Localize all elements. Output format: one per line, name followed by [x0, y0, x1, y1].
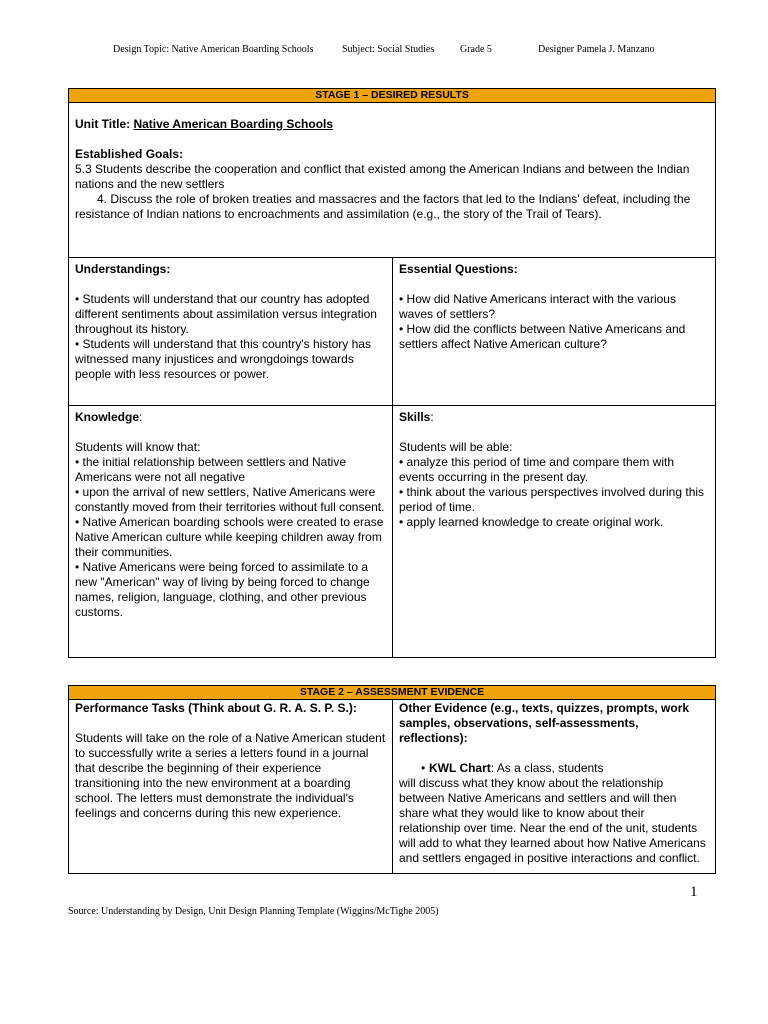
understandings-label: Understandings: — [75, 262, 171, 276]
page-number: 1 — [690, 884, 698, 900]
header-design-topic: Design Topic: Native American Boarding Schools — [113, 44, 314, 55]
essential-questions-cell — [393, 258, 716, 406]
knowledge-intro: Students will know that: — [75, 440, 201, 454]
goals-label: Established Goals: — [75, 147, 184, 161]
essential-questions-label: Essential Questions: — [399, 262, 518, 276]
unit-title: Native American Boarding Schools — [133, 117, 334, 131]
stage1-table — [68, 88, 716, 658]
header-subject: Subject: Social Studies — [342, 44, 435, 55]
goal-sub: 4. Discuss the role of broken treaties and massacres and the factors that led to the Indians' defeat, including the resistance of Indian nations to encroachments and assimilation (e.g., the story of the Trail of Tears). — [75, 192, 691, 221]
knowledge-label: Knowledge — [75, 410, 140, 424]
understanding-item: • Students will understand that this country's history has witnessed many injustices and wrongdoings towards people with less resources or power. — [75, 337, 371, 381]
page-header — [0, 44, 768, 60]
kwl-lead-line — [399, 761, 709, 776]
header-designer: Designer Pamela J. Manzano — [538, 44, 655, 55]
knowledge-item: • the initial relationship between settlers and Native Americans were not all negative — [75, 455, 347, 484]
kwl-lead: : As a class, students — [490, 761, 604, 775]
knowledge-item: • Native American boarding schools were created to erase Native American culture while keeping children away from their communities. — [75, 515, 384, 559]
skills-item: • analyze this period of time and compare them with events occurring in the present day. — [399, 455, 675, 484]
stage1-banner: STAGE 1 – DESIRED RESULTS — [69, 89, 716, 103]
performance-tasks-cell — [69, 700, 393, 874]
unit-goals-cell — [69, 103, 716, 258]
performance-tasks-text: Students will take on the role of a Native American student to successfully write a series a letters found in a journal that describe the beginning of their experience transitioning into the new environment at a boarding school. The letters must demonstrate the individual's feelings and concerns during this new experience. — [75, 731, 386, 820]
skills-cell — [393, 406, 716, 658]
essential-question-item: • How did the conflicts between Native Americans and settlers affect Native American culture? — [399, 322, 686, 351]
knowledge-colon: : — [139, 410, 143, 424]
performance-tasks-label: Performance Tasks (Think about G. R. A. S. P. S.): — [75, 701, 357, 715]
skills-item: • apply learned knowledge to create original work. — [399, 515, 664, 529]
understandings-cell — [69, 258, 393, 406]
knowledge-cell — [69, 406, 393, 658]
skills-heading — [399, 410, 709, 425]
kwl-bullet: • — [421, 761, 426, 775]
other-evidence-label: Other Evidence (e.g., texts, quizzes, prompts, work samples, observations, self-assessments, reflections): — [399, 701, 690, 745]
kwl-text: will discuss what they know about the relationship between Native Americans and settlers and will then share what they would like to know about their relationship over time. Near the end of the unit, students will add to what they learned about how Native Americans and settlers engaged in positive interactions and conflict. — [399, 776, 706, 865]
kwl-label: KWL Chart — [429, 761, 491, 775]
stage2-banner: STAGE 2 – ASSESSMENT EVIDENCE — [69, 686, 716, 700]
skills-colon: : — [430, 410, 434, 424]
knowledge-item: • upon the arrival of new settlers, Native Americans were constantly moved from their territories without full consent. — [75, 485, 385, 514]
knowledge-heading — [75, 410, 386, 425]
goal-line: 5.3 Students describe the cooperation and conflict that existed among the American Indians and between the Indian nations and the new settlers — [75, 162, 690, 191]
knowledge-item: • Native Americans were being forced to assimilate to a new "American" way of living by being forced to change names, religion, language, clothing, and other previous customs. — [75, 560, 370, 619]
stage2-table — [68, 685, 716, 874]
unit-title-label: Unit Title: — [75, 117, 134, 131]
skills-intro: Students will be able: — [399, 440, 513, 454]
header-grade: Grade 5 — [460, 44, 492, 55]
skills-label: Skills — [399, 410, 431, 424]
unit-title-line — [75, 117, 709, 132]
skills-item: • think about the various perspectives involved during this period of time. — [399, 485, 705, 514]
other-evidence-cell — [393, 700, 716, 874]
essential-question-item: • How did Native Americans interact with the various waves of settlers? — [399, 292, 676, 321]
understanding-item: • Students will understand that our country has adopted different sentiments about assimilation versus integration throughout its history. — [75, 292, 377, 336]
source-citation: Source: Understanding by Design, Unit Design Planning Template (Wiggins/McTighe 2005) — [68, 906, 439, 917]
